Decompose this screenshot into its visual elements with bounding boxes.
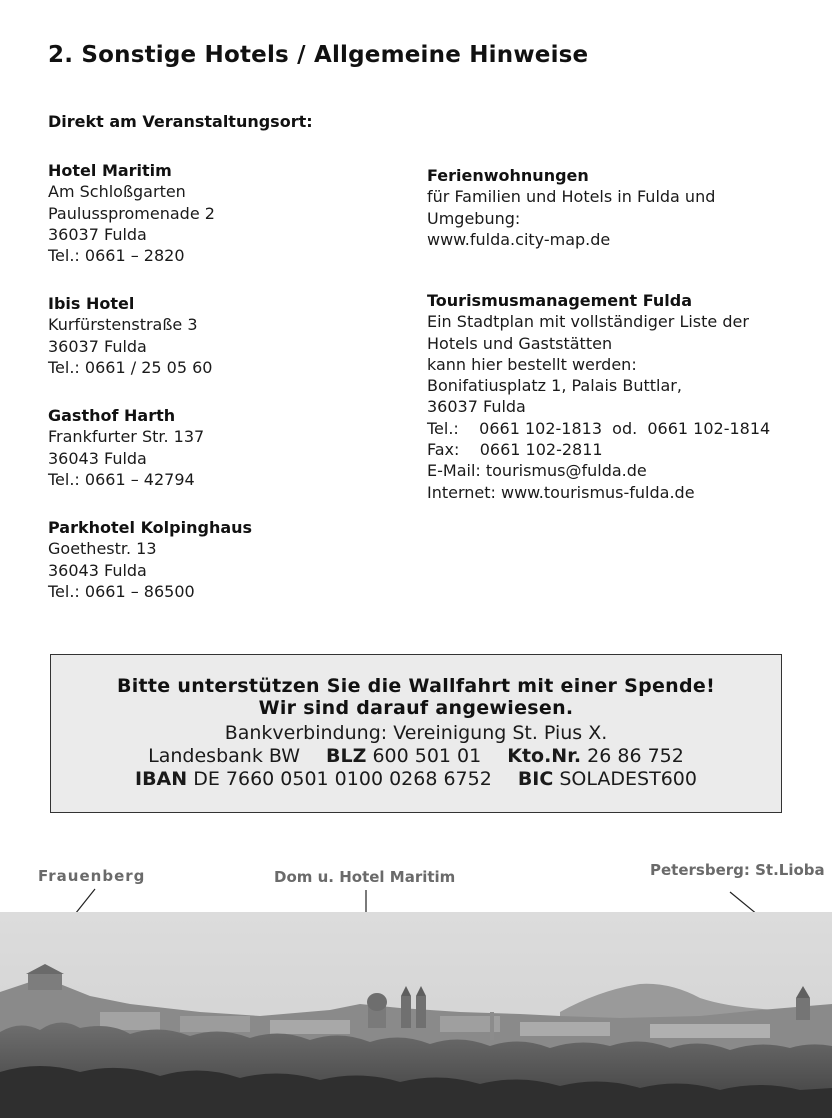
- section-line: für Familien und Hotels in Fulda und: [427, 187, 716, 207]
- kto-value: 26 86 752: [587, 745, 684, 767]
- label-dom-maritim: Dom u. Hotel Maritim: [274, 868, 456, 886]
- blz-label: BLZ: [326, 745, 367, 767]
- section-line: 36037 Fulda: [427, 397, 526, 417]
- section-line: kann hier bestellt werden:: [427, 354, 637, 374]
- kto-label: Kto.Nr.: [507, 745, 582, 767]
- section-line: E-Mail: tourismus@fulda.de: [427, 461, 647, 481]
- label-frauenberg: Frauenberg: [38, 867, 146, 885]
- hotel-line: 36037 Fulda: [48, 336, 147, 356]
- hotel-name: Ibis Hotel: [48, 294, 135, 313]
- bic-label: BIC: [517, 768, 554, 790]
- section-line: Fax: 0661 102-2811: [427, 440, 603, 460]
- bic-value: SOLADEST600: [559, 768, 697, 790]
- section-line: www.fulda.city-map.de: [427, 229, 611, 249]
- hotel-line: Tel.: 0661 / 25 05 60: [48, 357, 213, 377]
- section-title: Ferienwohnungen: [427, 166, 589, 185]
- hotel-line: Goethestr. 13: [48, 539, 157, 559]
- section-line: Internet: www.tourismus-fulda.de: [427, 482, 695, 502]
- hotel-name: Hotel Maritim: [48, 161, 172, 180]
- hotel-line: Tel.: 0661 – 86500: [48, 581, 195, 601]
- bank-name: Landesbank BW: [148, 745, 301, 767]
- donation-appeal-2: Wir sind darauf angewiesen.: [258, 697, 574, 719]
- page-heading: 2. Sonstige Hotels / Allgemeine Hinweise: [48, 42, 589, 68]
- hotel-line: 36043 Fulda: [48, 448, 147, 468]
- section-line: Bonifatiusplatz 1, Palais Buttlar,: [427, 376, 682, 396]
- section-line: Umgebung:: [427, 208, 521, 228]
- hotel-line: Tel.: 0661 – 2820: [48, 246, 185, 266]
- hotel-line: Paulusspromenade 2: [48, 203, 215, 223]
- hotel-name: Parkhotel Kolpinghaus: [48, 518, 253, 537]
- hotel-line: Am Schloßgarten: [48, 182, 186, 202]
- hotel-line: Kurfürstenstraße 3: [48, 315, 198, 335]
- hotel-line: Tel.: 0661 – 42794: [48, 469, 195, 489]
- section-line: Tel.: 0661 102-1813 od. 0661 102-1814: [427, 418, 771, 438]
- hotel-line: 36043 Fulda: [48, 560, 147, 580]
- section-line: Ein Stadtplan mit vollständiger Liste der: [427, 312, 749, 332]
- donation-appeal: Bitte unterstützen Sie die Wallfahrt mit einer Spende!: [116, 675, 716, 697]
- section-title: Tourismusmanagement Fulda: [427, 291, 693, 310]
- location-subheading: Direkt am Veranstaltungsort:: [48, 112, 313, 131]
- hotel-line: 36037 Fulda: [48, 224, 147, 244]
- hotel-line: Frankfurter Str. 137: [48, 427, 205, 447]
- hotel-name: Gasthof Harth: [48, 406, 176, 425]
- iban-label: IBAN: [135, 768, 188, 790]
- iban-value: DE 7660 0501 0100 0268 6752: [193, 768, 492, 790]
- bank-connection: Bankverbindung: Vereinigung St. Pius X.: [224, 722, 608, 744]
- label-petersberg: Petersberg: St.Lioba: [650, 861, 825, 879]
- fulda-panorama-photo: [0, 912, 832, 1118]
- section-line: Hotels und Gaststätten: [427, 333, 613, 353]
- blz-value: 600 501 01: [372, 745, 482, 767]
